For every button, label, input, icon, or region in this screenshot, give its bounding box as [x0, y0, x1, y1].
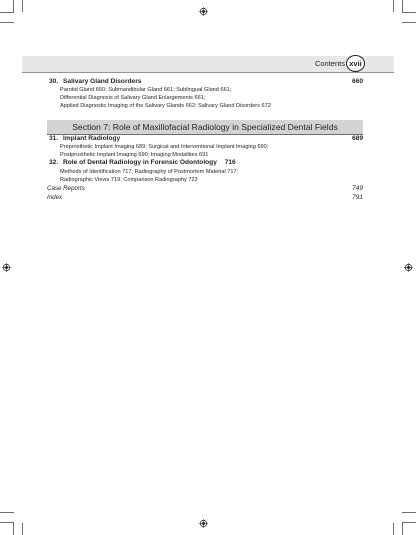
chapter-31-subtopics-line-2: Postprosthetic Implant Imaging 690; Imaging Modalities 691	[60, 152, 209, 158]
chapter-31-heading	[49, 135, 120, 143]
crop-mark	[393, 0, 394, 12]
chapter-31-subtopics-line-1: Preprosthetic Implant Imaging 689; Surgical and Interventional Implant Imaging 690;	[60, 144, 269, 150]
chapter-32-heading	[49, 159, 236, 167]
section-7-heading: Section 7: Role of Maxillofacial Radiology in Specialized Dental Fields	[47, 120, 363, 134]
chapter-31-page: 689	[351, 135, 363, 142]
chapter-number: 32.	[49, 159, 59, 166]
chapter-title: Role of Dental Radiology in Forensic Odontology	[63, 159, 217, 166]
chapter-30-subtopics-line-3: Applied Diagnostic Imaging of the Salivary Glands 662; Salivary Gland Disorders 672	[60, 103, 271, 109]
registration-mark-icon	[199, 7, 208, 16]
registration-mark-icon	[404, 263, 413, 272]
back-matter-case-reports-page: 749	[351, 185, 363, 192]
crop-mark	[13, 523, 14, 535]
chapter-32-subtopics-line-1: Methods of Identification 717; Radiography of Postmortem Material 717;	[60, 169, 239, 175]
chapter-30-heading	[49, 78, 141, 86]
crop-mark	[0, 512, 14, 513]
chapter-30-page: 660	[351, 78, 363, 85]
crop-mark	[13, 0, 14, 12]
running-header-rule	[22, 72, 394, 73]
crop-mark	[0, 522, 14, 523]
crop-mark	[0, 12, 14, 13]
chapter-page-inline: 716	[224, 159, 236, 166]
chapter-title: Salivary Gland Disorders	[63, 78, 142, 85]
back-matter-index: Index	[47, 194, 63, 201]
crop-mark	[22, 0, 23, 12]
crop-mark	[402, 0, 403, 12]
chapter-number: 31.	[49, 135, 59, 142]
crop-mark	[22, 523, 23, 535]
registration-mark-icon	[2, 263, 11, 272]
crop-mark	[402, 12, 416, 13]
chapter-30-subtopics-line-1: Parotid Gland 660; Submandibular Gland 661; Sublingual Gland 661;	[60, 87, 232, 93]
crop-mark	[393, 523, 394, 535]
running-header-label: Contents	[314, 59, 345, 68]
crop-mark	[402, 22, 416, 23]
back-matter-index-page: 791	[351, 194, 363, 201]
registration-mark-icon	[199, 519, 208, 528]
chapter-number: 30.	[49, 78, 59, 85]
crop-mark	[402, 522, 416, 523]
back-matter-case-reports: Case Reports	[47, 185, 85, 192]
page-number-badge: xvii	[346, 55, 365, 72]
chapter-30-subtopics-line-2: Differential Diagnosis of Salivary Gland Enlargements 661;	[60, 95, 206, 101]
crop-mark	[402, 512, 416, 513]
crop-mark	[0, 22, 14, 23]
chapter-32-subtopics-line-2: Radiographic Views 719; Comparison Radiography 723	[60, 177, 198, 183]
chapter-title: Implant Radiology	[63, 135, 121, 142]
crop-mark	[402, 523, 403, 535]
